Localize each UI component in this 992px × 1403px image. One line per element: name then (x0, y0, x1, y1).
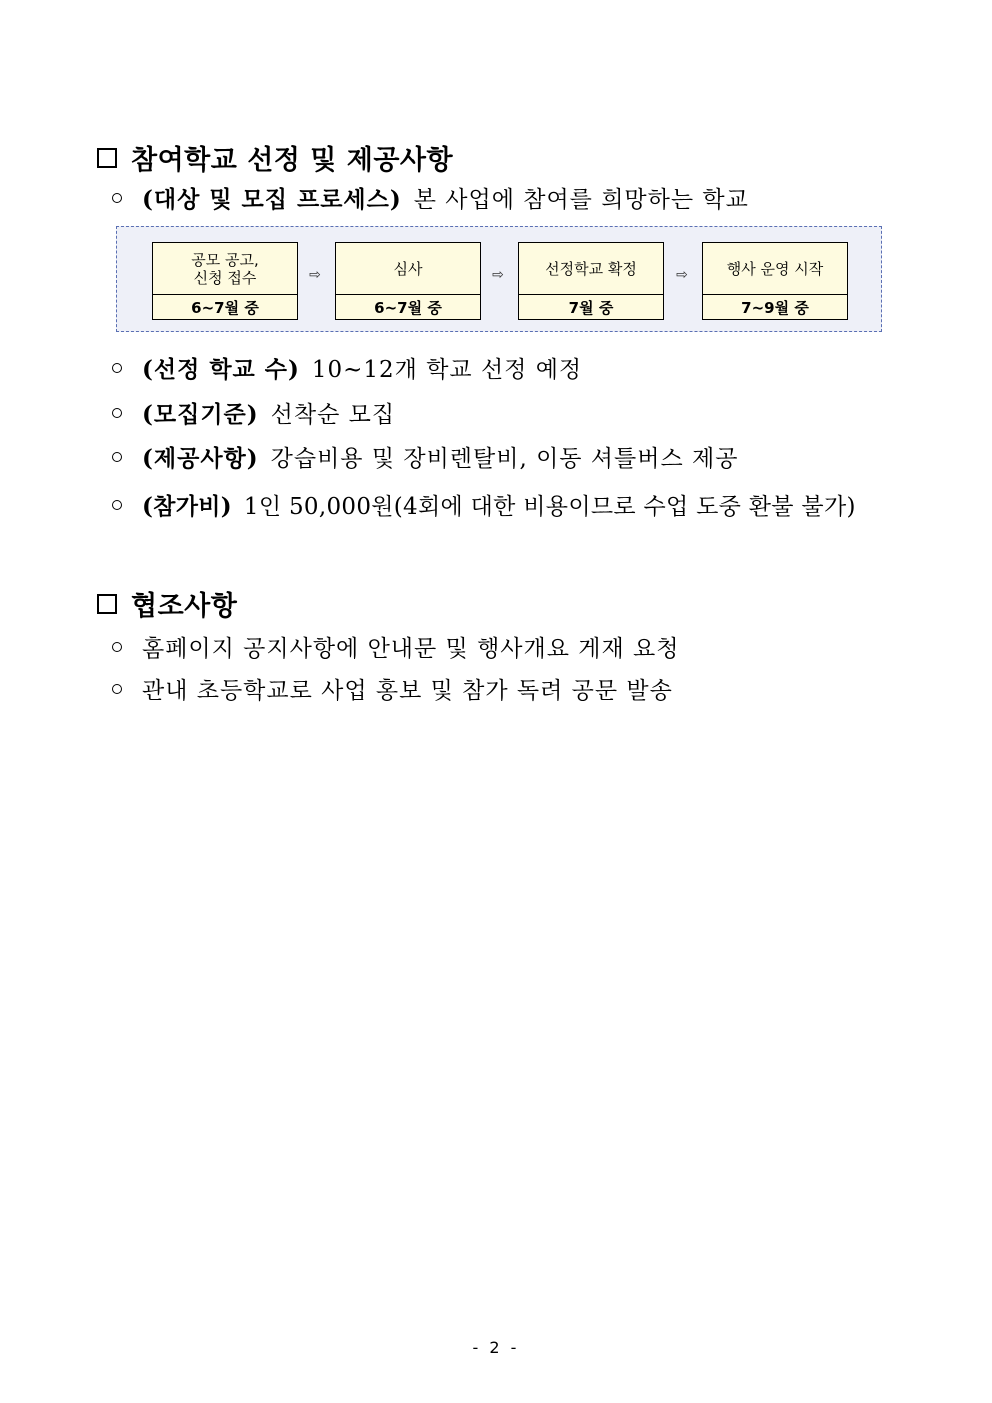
process-flow (116, 226, 882, 332)
step-title: 공모 공고, 신청 접수 (153, 243, 297, 295)
item-text: 선착순 모집 (270, 402, 396, 428)
step-title: 선정학교 확정 (519, 243, 663, 295)
process-step (152, 242, 298, 320)
list-item (112, 440, 738, 473)
arrow-right-icon: ⇨ (492, 267, 504, 283)
item-text: 1인 50,000원(4회에 대한 비용이므로 수업 도중 환불 불가) (243, 494, 856, 520)
bullet-circle-icon (112, 363, 122, 373)
list-item (112, 181, 749, 214)
list-item (112, 351, 582, 384)
list-item (112, 488, 856, 521)
bullet-circle-icon (112, 408, 122, 418)
step-period: 6~7월 중 (374, 299, 442, 317)
bullet-circle-icon (112, 642, 122, 652)
bullet-circle-icon (112, 452, 122, 462)
bullet-circle-icon (112, 684, 122, 694)
process-step (335, 242, 481, 320)
step-period: 7~9월 중 (741, 299, 809, 317)
process-step (702, 242, 848, 320)
item-label: (제공사항) (142, 445, 259, 472)
item-text: 강습비용 및 장비렌탈비, 이동 셔틀버스 제공 (270, 446, 739, 472)
arrow-right-icon: ⇨ (676, 267, 688, 283)
item-text: 홈페이지 공지사항에 안내문 및 행사개요 게재 요청 (142, 636, 680, 662)
bullet-circle-icon (112, 193, 122, 203)
item-label: (선정 학교 수) (142, 356, 300, 383)
list-item (112, 630, 679, 663)
step-title: 행사 운영 시작 (703, 243, 847, 295)
item-label: (모집기준) (142, 401, 259, 428)
process-step (518, 242, 664, 320)
section-title: 협조사항 (131, 591, 238, 622)
checkbox-square-icon (97, 594, 117, 614)
checkbox-square-icon (97, 148, 117, 168)
page-number: - 2 - (472, 1338, 520, 1357)
item-label: (대상 및 모집 프로세스) (142, 186, 402, 213)
item-text: 관내 초등학교로 사업 홍보 및 참가 독려 공문 발송 (142, 678, 673, 704)
section-heading-participation (97, 138, 453, 177)
arrow-right-icon: ⇨ (309, 267, 321, 283)
step-period: 7월 중 (568, 299, 614, 317)
item-label: (참가비) (142, 493, 232, 520)
step-title: 심사 (336, 243, 480, 295)
list-item (112, 396, 395, 429)
section-title: 참여학교 선정 및 제공사항 (131, 145, 454, 176)
item-text: 10~12개 학교 선정 예정 (311, 357, 583, 383)
step-period: 6~7월 중 (191, 299, 259, 317)
section-heading-cooperation (97, 584, 237, 623)
list-item (112, 672, 673, 705)
bullet-circle-icon (112, 500, 122, 510)
item-text: 본 사업에 참여를 희망하는 학교 (413, 187, 749, 213)
